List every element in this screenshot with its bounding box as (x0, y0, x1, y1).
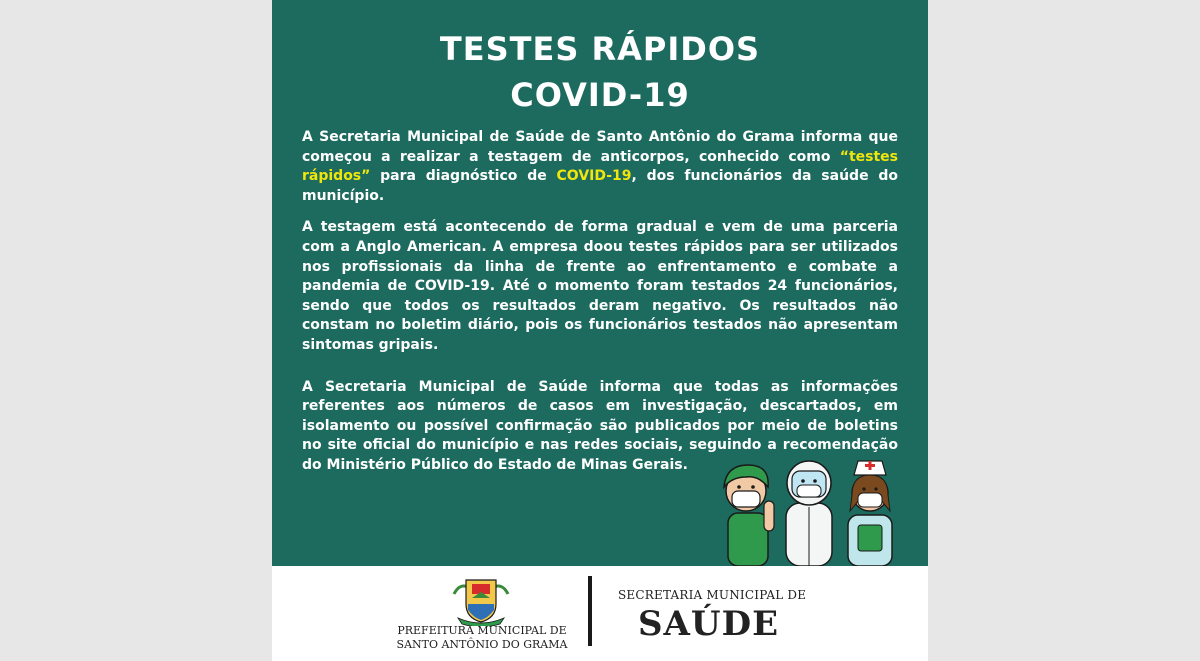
nurse-green-icon (724, 465, 774, 566)
poster-footer (272, 566, 928, 661)
nurse-cap-icon (848, 461, 892, 566)
saude-label: SAÚDE (638, 604, 779, 644)
highlight-covid: COVID-19 (556, 168, 632, 185)
paragraph-1-part-a: A Secretaria Municipal de Saúde de Santo Antônio do Grama informa que começou a realizar a testagem de anticorpos, conhecido como (302, 129, 898, 165)
title-line-2: COVID-19 (510, 76, 690, 114)
municipal-crest-icon (450, 574, 512, 626)
prefeitura-line-1: PREFEITURA MUNICIPAL DE (397, 624, 567, 637)
poster-title (272, 26, 928, 118)
poster-green-panel (272, 0, 928, 566)
health-workers-illustration (708, 455, 918, 566)
paragraph-1-part-b: para diagnóstico de (370, 168, 557, 185)
hazmat-worker-icon (786, 461, 832, 566)
paragraph-3: A Secretaria Municipal de Saúde informa que todas as informações referentes aos números de casos em investigação, descartados, em isolamento ou possível confirmação são publicados por meio de boletins no site oficial do município e nas redes sociais, seguindo a recomendação do Ministério Público do Estado de Minas Gerais. (302, 378, 898, 473)
poster (272, 0, 928, 661)
secretaria-label: SECRETARIA MUNICIPAL DE (618, 588, 807, 602)
prefeitura-line-2: SANTO ANTÔNIO DO GRAMA (396, 638, 568, 651)
paragraph-1-part-c: , dos funcionários da saúde do município. (302, 168, 899, 204)
title-line-1: TESTES RÁPIDOS (439, 30, 761, 68)
footer-divider (588, 576, 592, 646)
prefeitura-name (382, 624, 582, 652)
poster-body (302, 128, 898, 488)
highlight-testes-rapidos: “testes rápidos” (302, 148, 898, 185)
paragraph-2: A testagem está acontecendo de forma gradual e vem de uma parceria com a Anglo American. A empresa doou testes rápidos para ser utilizados nos profissionais da linha de frente ao enfrentamento e combate a pandemia de COVID-19. Até o momento foram testados 24 funcionários, sendo que todos os resultados deram negativo. Os resultados não constam no boletim diário, pois os funcionários testados não apresentam sintomas gripais. (302, 219, 898, 353)
paragraph-1 (302, 128, 898, 206)
